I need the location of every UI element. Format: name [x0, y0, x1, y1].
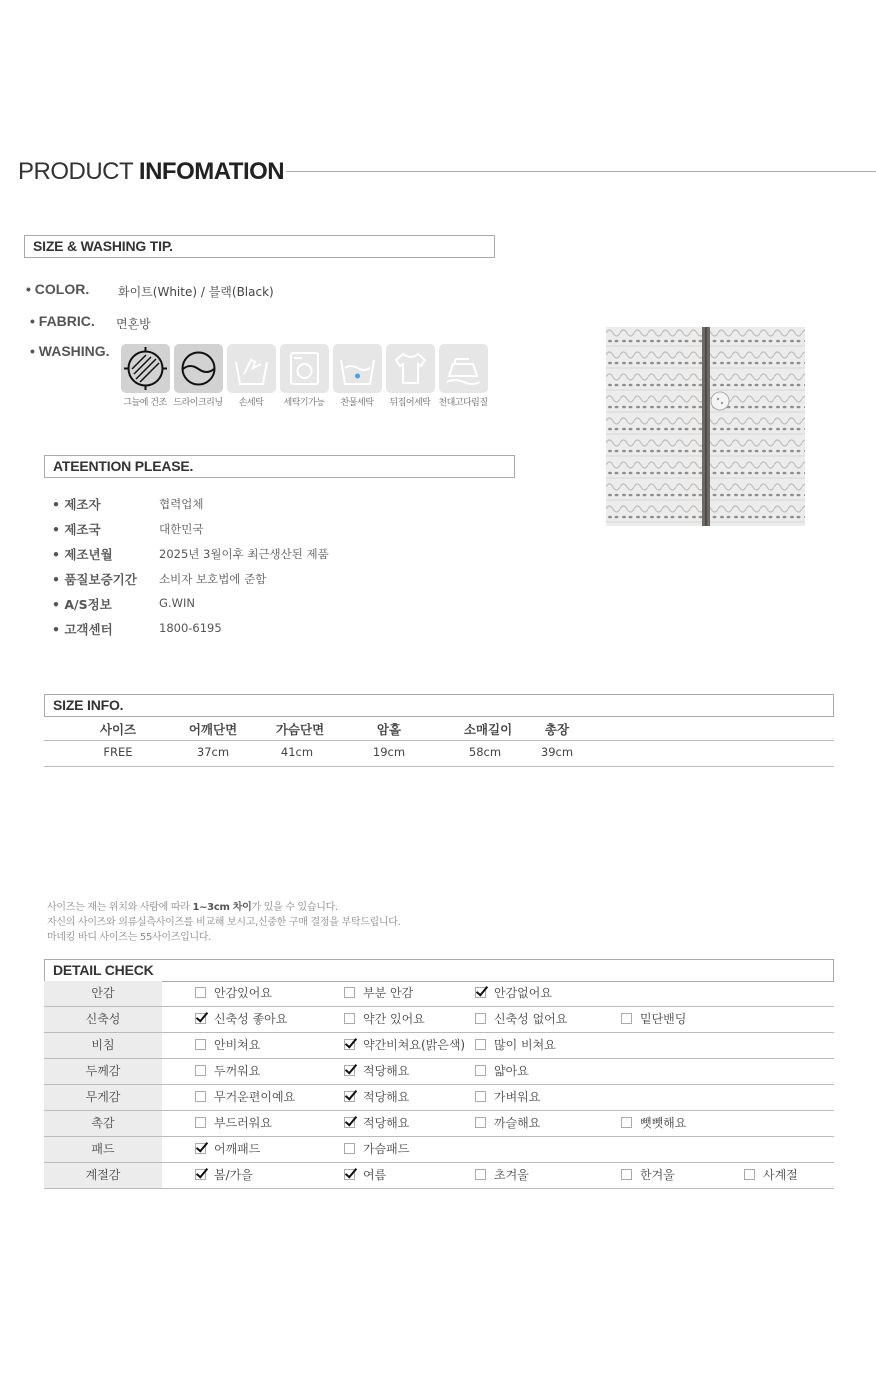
detail-option-label: 여름	[363, 1168, 387, 1182]
detail-option[interactable]	[475, 1111, 540, 1136]
washing-label: • WASHING.	[30, 343, 110, 359]
detail-option[interactable]	[475, 981, 552, 1006]
size-info-title: SIZE INFO.	[44, 694, 834, 717]
detail-option-label: 부드러워요	[214, 1116, 272, 1130]
wash-caption-4: 세탁기가능	[283, 398, 325, 408]
checkbox[interactable]	[475, 1065, 486, 1076]
detail-option-label: 어깨패드	[214, 1142, 261, 1156]
detail-option-label: 까슬해요	[494, 1116, 541, 1130]
attention-label: • A/S정보	[52, 597, 112, 612]
detail-option[interactable]	[475, 1059, 529, 1084]
checkbox[interactable]	[621, 1169, 632, 1180]
hand-wash-icon	[227, 344, 276, 393]
fabric-value: 면혼방	[116, 317, 151, 331]
detail-option-label: 적당해요	[363, 1064, 410, 1078]
size-cell: FREE	[103, 745, 133, 759]
detail-option-label: 적당해요	[363, 1116, 410, 1130]
detail-row	[44, 1085, 834, 1111]
wash-caption-6: 뒤집어세탁	[389, 398, 431, 408]
detail-option-label: 신축성 좋아요	[214, 1012, 288, 1026]
size-table-divider	[44, 740, 834, 741]
attention-value: G.WIN	[159, 596, 195, 610]
attention-value: 소비자 보호법에 준함	[159, 572, 267, 586]
title-light: PRODUCT	[18, 158, 133, 185]
detail-option[interactable]	[195, 981, 272, 1006]
checkbox[interactable]	[475, 1169, 486, 1180]
wash-caption-7: 천대고다림질	[438, 398, 488, 408]
checkbox[interactable]	[195, 1039, 206, 1050]
detail-option[interactable]	[475, 1033, 556, 1058]
color-value: 화이트(White) / 블랙(Black)	[118, 285, 274, 299]
detail-option[interactable]	[344, 981, 413, 1006]
checkbox[interactable]	[195, 1091, 206, 1102]
cold-water-icon	[333, 344, 382, 393]
detail-category: 안감	[44, 981, 162, 1006]
product-photo	[606, 327, 805, 526]
detail-option-label: 뺏뺏해요	[640, 1116, 687, 1130]
detail-row	[44, 1111, 834, 1137]
detail-option-label: 약간 있어요	[363, 1012, 425, 1026]
detail-option-label: 무거운편이예요	[214, 1090, 296, 1104]
detail-option[interactable]	[195, 1085, 295, 1110]
detail-option[interactable]	[621, 1111, 686, 1136]
size-note-2: 자신의 사이즈와 의류실측사이즈를 비교해 보시고,신중한 구매 결정을 부탁드립니다.	[47, 917, 401, 928]
size-header: 암홀	[376, 722, 402, 737]
checkbox[interactable]	[475, 1091, 486, 1102]
detail-option[interactable]	[195, 1059, 260, 1084]
checkbox-checked[interactable]	[344, 1039, 355, 1050]
inside-out-icon	[386, 344, 435, 393]
detail-option[interactable]	[195, 1111, 272, 1136]
detail-option-label: 적당해요	[363, 1090, 410, 1104]
checkbox-checked[interactable]	[195, 1013, 206, 1024]
checkbox[interactable]	[475, 1039, 486, 1050]
size-note-1: 사이즈는 재는 위치와 사람에 따라 1~3cm 차이가 있을 수 있습니다.	[47, 902, 338, 913]
wash-caption-5: 찬물세탁	[340, 398, 374, 408]
color-label: • COLOR.	[26, 281, 90, 297]
detail-option[interactable]	[621, 1007, 686, 1032]
header-divider	[286, 171, 876, 172]
attention-title: ATEENTION PLEASE.	[44, 455, 515, 478]
detail-option-label: 두꺼워요	[214, 1064, 261, 1078]
machine-wash-icon	[280, 344, 329, 393]
detail-category: 비침	[44, 1033, 162, 1058]
detail-option-label: 가벼워요	[494, 1090, 541, 1104]
detail-option[interactable]	[475, 1007, 567, 1032]
checkbox[interactable]	[475, 1117, 486, 1128]
checkbox[interactable]	[195, 1117, 206, 1128]
detail-option[interactable]	[475, 1085, 540, 1110]
dry-clean-icon	[174, 344, 223, 393]
detail-category: 촉감	[44, 1111, 162, 1136]
detail-option-label: 안감없어요	[494, 986, 552, 1000]
checkbox[interactable]	[195, 987, 206, 998]
detail-option-label: 많이 비쳐요	[494, 1038, 556, 1052]
detail-option[interactable]	[344, 1163, 386, 1188]
size-cell: 19cm	[372, 745, 406, 759]
checkbox[interactable]	[344, 987, 355, 998]
size-header: 어깨단면	[188, 722, 238, 737]
size-header: 총장	[544, 722, 570, 737]
detail-option[interactable]	[344, 1007, 425, 1032]
detail-option-label: 얇아요	[494, 1064, 529, 1078]
size-header: 소매길이	[463, 722, 513, 737]
detail-option[interactable]	[475, 1163, 529, 1188]
detail-check-title: DETAIL CHECK	[44, 959, 834, 982]
checkbox[interactable]	[621, 1013, 632, 1024]
detail-option[interactable]	[344, 1111, 409, 1136]
attention-value: 2025년 3월이후 최근생산된 제품	[159, 547, 329, 561]
detail-option-label: 사계절	[763, 1168, 798, 1182]
checkbox-checked[interactable]	[475, 987, 486, 998]
checkbox[interactable]	[344, 1143, 355, 1154]
size-note-3: 마네킹 바디 사이즈는 55사이즈입니다.	[47, 932, 212, 943]
size-header: 가슴단면	[275, 722, 325, 737]
attention-value: 1800-6195	[159, 621, 222, 635]
detail-category: 패드	[44, 1137, 162, 1162]
checkbox[interactable]	[621, 1117, 632, 1128]
attention-label: • 품질보증기간	[52, 572, 137, 587]
checkbox[interactable]	[475, 1013, 486, 1024]
detail-option-label: 신축성 없어요	[494, 1012, 568, 1026]
attention-label: • 고객센터	[52, 622, 113, 637]
size-washing-title: SIZE & WASHING TIP.	[24, 235, 495, 258]
size-table-bottom	[44, 766, 834, 767]
detail-option-label: 가슴패드	[363, 1142, 410, 1156]
wash-caption-3: 손세탁	[238, 398, 264, 408]
detail-row	[44, 1163, 834, 1189]
checkbox-checked[interactable]	[195, 1143, 206, 1154]
detail-category: 계절감	[44, 1163, 162, 1188]
wash-caption-2: 드라이크리닝	[173, 398, 223, 408]
detail-option[interactable]	[744, 1163, 798, 1188]
detail-category: 무게감	[44, 1085, 162, 1110]
detail-option[interactable]	[344, 1059, 409, 1084]
detail-category: 두께감	[44, 1059, 162, 1084]
detail-option[interactable]	[344, 1085, 409, 1110]
detail-option[interactable]	[344, 1033, 465, 1058]
detail-row	[44, 981, 834, 1007]
checkbox[interactable]	[195, 1065, 206, 1076]
detail-row	[44, 1007, 834, 1033]
checkbox[interactable]	[744, 1169, 755, 1180]
size-cell: 39cm	[540, 745, 574, 759]
attention-value: 협력업체	[159, 497, 204, 511]
detail-option-label: 밑단밴딩	[640, 1012, 687, 1026]
detail-row	[44, 1059, 834, 1085]
checkbox-checked[interactable]	[344, 1065, 355, 1076]
detail-option[interactable]	[344, 1137, 409, 1162]
checkbox-checked[interactable]	[195, 1169, 206, 1180]
detail-option[interactable]	[621, 1163, 675, 1188]
attention-label: • 제조국	[52, 522, 101, 537]
detail-row	[44, 1137, 834, 1163]
detail-option[interactable]	[195, 1007, 287, 1032]
detail-option-label: 봄/가을	[214, 1168, 253, 1182]
detail-option[interactable]	[195, 1137, 260, 1162]
detail-category: 신축성	[44, 1007, 162, 1032]
fabric-label: • FABRIC.	[30, 313, 95, 329]
size-cell: 37cm	[196, 745, 230, 759]
page-title	[18, 158, 284, 186]
detail-option-label: 부분 안감	[363, 986, 414, 1000]
title-bold: INFOMATION	[138, 158, 285, 185]
size-cell: 58cm	[468, 745, 502, 759]
size-cell: 41cm	[280, 745, 314, 759]
detail-option-label: 안감있어요	[214, 986, 272, 1000]
checkbox-checked[interactable]	[344, 1091, 355, 1102]
detail-check-table	[44, 981, 834, 1189]
size-header: 사이즈	[99, 722, 137, 737]
detail-option-label: 안비쳐요	[214, 1038, 261, 1052]
detail-option[interactable]	[195, 1033, 260, 1058]
wash-caption-1: 그늘에 건조	[123, 398, 167, 408]
detail-option[interactable]	[195, 1163, 253, 1188]
checkbox-checked[interactable]	[344, 1117, 355, 1128]
checkbox[interactable]	[344, 1013, 355, 1024]
attention-label: • 제조년월	[52, 547, 113, 562]
attention-label: • 제조자	[52, 497, 101, 512]
detail-option-label: 약간비쳐요(밝은색)	[363, 1038, 466, 1052]
detail-option-label: 초겨울	[494, 1168, 529, 1182]
shade-dry-icon	[121, 344, 170, 393]
detail-row	[44, 1033, 834, 1059]
detail-option-label: 한겨울	[640, 1168, 675, 1182]
cloth-iron-icon	[439, 344, 488, 393]
attention-value: 대한민국	[159, 522, 204, 536]
checkbox-checked[interactable]	[344, 1169, 355, 1180]
